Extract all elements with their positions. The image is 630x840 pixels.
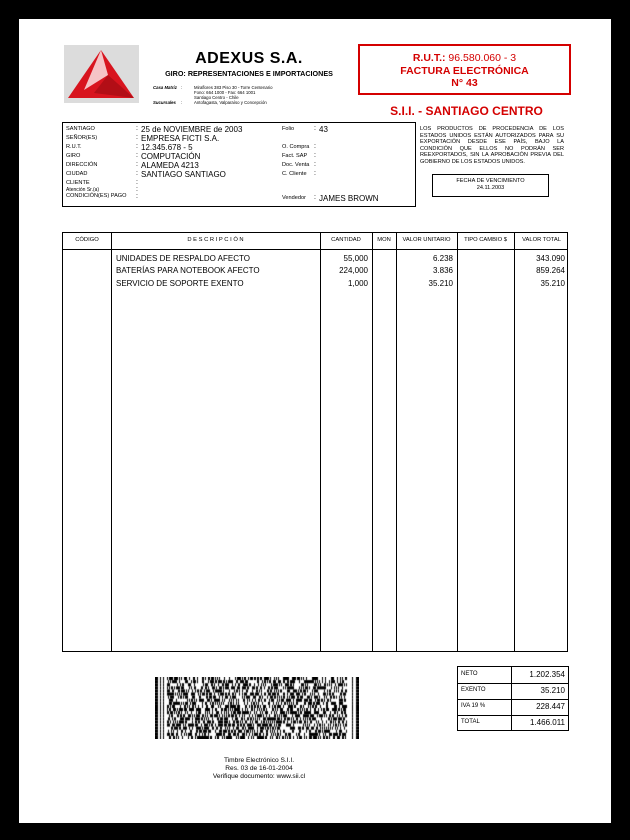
due-date-value: 24.11.2003 [476,185,505,191]
header-descripcion: D E S C R I P C I Ó N [187,237,244,243]
value-ciudad: SANTIAGO SANTIAGO [141,170,226,179]
header-valor-total: VALOR TOTAL [522,237,561,243]
timbre-line-2: Res. 03 de 16-01-2004 [225,765,293,772]
timbre-line-3: Verifique documento: www.sii.cl [212,773,306,780]
colon: : [136,143,138,150]
value-giro: COMPUTACIÓN [141,152,201,161]
label-giro: GIRO [66,153,81,159]
totals-value: 228.447 [536,702,565,711]
header-divider [63,249,567,250]
sucursales-text: Antofagasta, Valparaíso y Concepción [194,100,267,105]
due-date-box [432,174,549,197]
items-table [62,232,568,652]
label-doc-venta: Doc. Venta [282,162,310,168]
totals-value: 35.210 [540,686,565,695]
company-name: ADEXUS S.A. [195,50,303,67]
totals-value: 1.202.354 [529,670,565,679]
column-divider [457,233,458,651]
colon: : [136,179,138,186]
totals-label: TOTAL [461,719,480,725]
colon: : [314,161,316,168]
label-cliente: CLIENTE [66,180,90,186]
timbre-line-1: Timbre Electrónico S.I.I. [223,757,295,764]
casa-matriz-colon: : [181,85,183,90]
value-folio: 43 [319,125,328,134]
rut-box [358,44,571,95]
label-orden-compra: O. Compra [282,144,310,150]
row-quantity: 1,000 [347,279,368,288]
row-quantity: 224,000 [339,266,368,275]
colon: : [314,125,316,132]
label-atencion: Atención Sr.(a) [66,187,100,193]
rut-line [360,52,569,65]
value-rut: 12.345.678 - 5 [141,143,193,152]
due-date-label: FECHA DE VENCIMIENTO [456,178,525,184]
totals-label: EXENTO [461,687,486,693]
totals-value: 1.466.011 [530,718,565,727]
header-tipo-cambio: TIPO CAMBIO $ [464,237,507,243]
row-unit-value: 3.836 [432,266,453,275]
row-quantity: 55,000 [343,254,368,263]
company-giro: GIRO: REPRESENTACIONES E IMPORTACIONES [165,69,333,78]
label-fact-sap: Fact. SAP [282,153,308,159]
row-description: BATERÍAS PARA NOTEBOOK AFECTO [116,266,260,275]
label-rut: R.U.T. [66,144,82,150]
column-divider [320,233,321,651]
row-description: SERVICIO DE SOPORTE EXENTO [116,279,244,288]
totals-row-total [458,715,568,731]
rut-label: R.U.T.: [412,52,446,64]
totals-box [457,666,569,731]
value-vendedor: JAMES BROWN [319,194,379,203]
label-senores: SEÑOR(ES) [66,135,98,141]
header-mon: MON [377,237,391,243]
colon: : [136,125,138,132]
header-codigo: CÓDIGO [75,237,99,243]
label-vendedor: Vendedor [282,195,306,201]
timbre-electronico [179,757,339,781]
casa-matriz-label: Casa Matriz [153,85,177,90]
client-info-box [62,122,416,207]
sii-office: S.I.I. - SANTIAGO CENTRO [390,104,543,118]
rut-value: 96.580.060 - 3 [448,52,517,64]
column-divider [372,233,373,651]
row-unit-value: 35.210 [428,279,453,288]
value-direccion: ALAMEDA 4213 [141,161,199,170]
label-direccion: DIRECCIÓN [66,162,98,168]
label-condicion-pago: CONDICIÓN(ES) PAGO [66,193,127,199]
row-total-value: 343.090 [536,254,565,263]
label-folio: Folio [282,126,295,132]
colon: : [136,170,138,177]
colon: : [136,134,138,141]
sucursales-colon: : [181,100,183,105]
casa-matriz-line-1: Miraflores 383 Piso 30 - Torre Centenario [194,85,273,90]
value-date: 25 de NOVIEMBRE de 2003 [141,125,243,134]
colon: : [314,143,316,150]
column-divider [111,233,112,651]
column-divider [514,233,515,651]
colon: : [314,152,316,159]
colon: : [136,152,138,159]
colon: : [314,170,316,177]
header-cantidad: CANTIDAD [331,237,361,243]
colon: : [314,194,316,201]
value-senores: EMPRESA FICTI S.A. [141,134,220,143]
column-divider [396,233,397,651]
casa-matriz-line-2: Fono: 664 1000 - Fax: 664 1001 [194,90,256,95]
totals-row-exento [458,683,568,700]
totals-row-neto [458,667,568,684]
invoice-page [19,19,611,823]
label-ciudad: CIUDAD [66,171,88,177]
colon: : [136,161,138,168]
totals-row-iva [458,699,568,716]
export-notice: LOS PRODUCTOS DE PROCEDENCIA DE LOS ESTADOS UNIDOS ESTÁN AUTORIZADOS PARA SU EXPORTACIÓN DESDE ESE PAÍS, BAJO LA CONDICIÓN QUE ELLOS NO PODRÁN SER REEXPORTADOS, SIN LA APROBACIÓN PREVIA DEL GOBIERNO DE LOS ESTADOS UNIDOS. [420,126,564,165]
sucursales-label: Sucursales [153,100,176,105]
totals-label: NETO [461,671,478,677]
casa-matriz-line-3: Santiago Centro - Chile [194,95,239,100]
label-cod-cliente: C. Cliente [282,171,307,177]
header-valor-unitario: VALOR UNITARIO [402,237,451,243]
document-type: FACTURA ELECTRÓNICA [400,64,529,77]
company-logo [64,45,139,103]
row-unit-value: 6.238 [432,254,453,263]
colon: : [136,193,138,200]
row-description: UNIDADES DE RESPALDO AFECTO [116,254,250,263]
document-number: N° 43 [451,77,478,89]
pdf417-barcode [155,677,359,739]
label-city: SANTIAGO [66,126,95,132]
barcode-canvas [155,677,359,739]
totals-label: IVA 19 % [461,703,486,709]
colon: : [136,186,138,193]
row-total-value: 35.210 [540,279,565,288]
row-total-value: 859.264 [536,266,565,275]
